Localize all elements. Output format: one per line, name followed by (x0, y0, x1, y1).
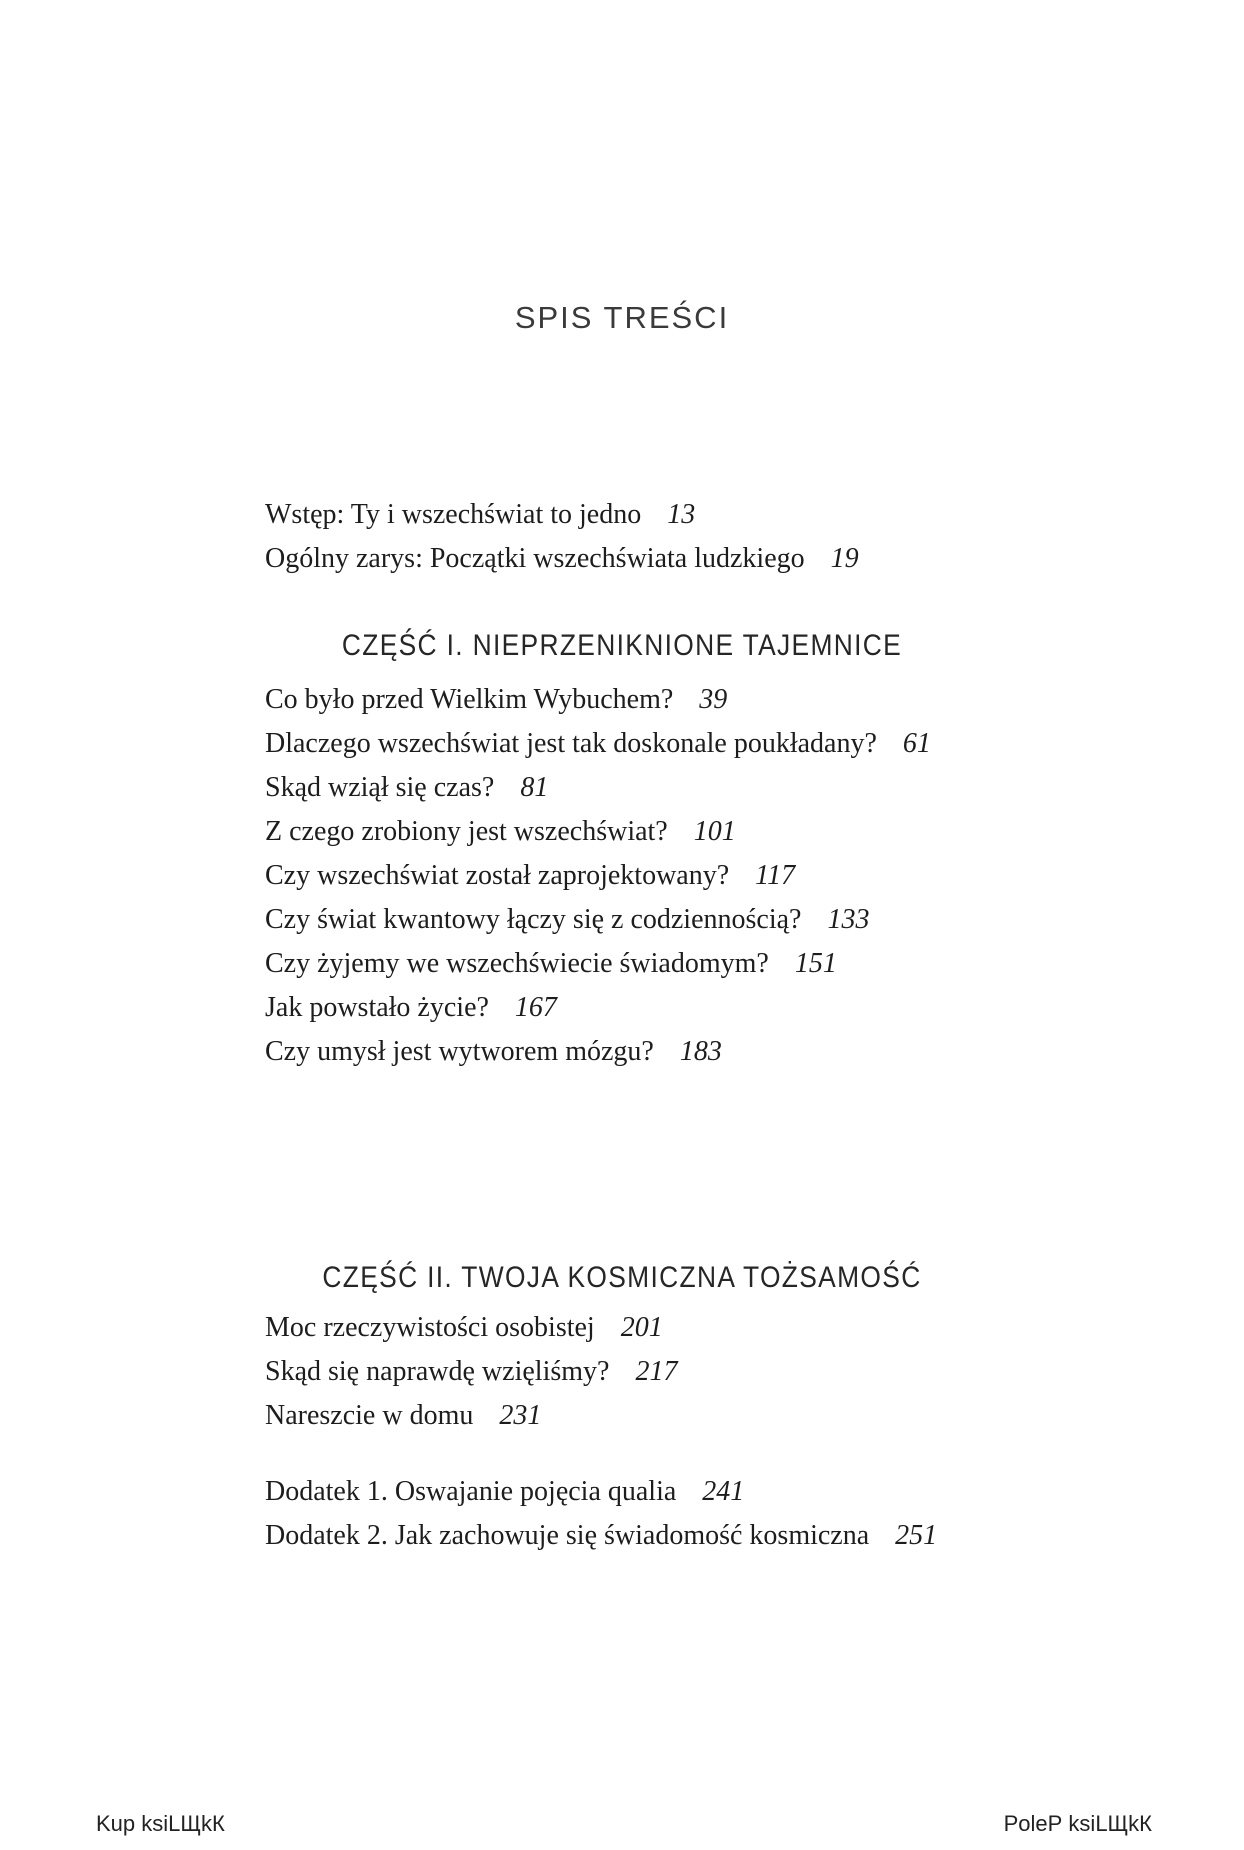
appendix-section (265, 1470, 1025, 1558)
toc-entry (265, 766, 1025, 810)
toc-entry (265, 1350, 1025, 1394)
entry-page-number: 217 (635, 1356, 678, 1387)
part-2-heading: CZĘŚĆ II. TWOJA KOSMICZNA TOŻSAMOŚĆ (322, 1261, 922, 1294)
buy-book-link[interactable]: Kup ksiLЩkК (96, 1811, 225, 1836)
toc-entry (265, 942, 1025, 986)
toc-entry (265, 810, 1025, 854)
toc-entry (265, 1394, 1025, 1438)
entry-page-number: 101 (693, 816, 736, 847)
entry-page-number: 81 (520, 772, 549, 803)
entry-page-number: 231 (499, 1400, 542, 1431)
entry-title: Nareszcie w domu (265, 1400, 474, 1431)
entry-title: Z czego zrobiony jest wszechświat? (265, 816, 668, 847)
entry-page-number: 39 (699, 684, 728, 715)
part-2-section (265, 1306, 1025, 1438)
entry-page-number: 117 (755, 860, 796, 891)
entry-title: Jak powstało życie? (265, 992, 489, 1023)
entry-title: Dodatek 2. Jak zachowuje się świadomość kosmiczna (265, 1520, 870, 1551)
toc-entry (265, 1306, 1025, 1350)
entry-title: Czy umysł jest wytworem mózgu? (265, 1036, 654, 1067)
entry-title: Czy wszechświat został zaprojektowany? (265, 860, 730, 891)
entry-title: Dodatek 1. Oswajanie pojęcia qualia (265, 1476, 677, 1507)
toc-entry (265, 1514, 1025, 1558)
page-title: SPIS TREŚCI (514, 300, 730, 335)
toc-entry (265, 986, 1025, 1030)
entry-page-number: 167 (514, 992, 557, 1023)
entry-title: Ogólny zarys: Początki wszechświata ludzkiego (265, 543, 805, 574)
toc-entry (265, 1030, 1025, 1074)
recommend-book-link[interactable]: PoleР ksiLЩkК (1003, 1811, 1152, 1836)
entry-title: Czy żyjemy we wszechświecie świadomym? (265, 948, 769, 979)
toc-entry (265, 493, 1025, 537)
entry-title: Skąd wziął się czas? (265, 772, 495, 803)
entry-title: Dlaczego wszechświat jest tak doskonale poukładany? (265, 728, 877, 759)
entry-page-number: 151 (794, 948, 837, 979)
part-1-section (265, 678, 1025, 1074)
entry-title: Skąd się naprawdę wzięliśmy? (265, 1356, 610, 1387)
entry-page-number: 183 (679, 1036, 722, 1067)
toc-entry (265, 898, 1025, 942)
entry-title: Co było przed Wielkim Wybuchem? (265, 684, 674, 715)
part-1-heading: CZĘŚĆ I. NIEPRZENIKNIONE TAJEMNICE (341, 629, 903, 662)
entry-page-number: 61 (902, 728, 931, 759)
entry-title: Czy świat kwantowy łączy się z codziennością? (265, 904, 802, 935)
entry-page-number: 241 (702, 1476, 745, 1507)
entry-page-number: 13 (667, 499, 696, 530)
toc-entry (265, 854, 1025, 898)
entry-page-number: 251 (895, 1520, 938, 1551)
entry-page-number: 133 (827, 904, 870, 935)
toc-entry (265, 1470, 1025, 1514)
intro-section (265, 493, 1025, 581)
entry-title: Moc rzeczywistości osobistej (265, 1312, 595, 1343)
entry-title: Wstęp: Ty i wszechświat to jedno (265, 499, 642, 530)
entry-page-number: 19 (830, 543, 859, 574)
entry-page-number: 201 (620, 1312, 663, 1343)
toc-entry (265, 722, 1025, 766)
toc-entry (265, 537, 1025, 581)
toc-entry (265, 678, 1025, 722)
